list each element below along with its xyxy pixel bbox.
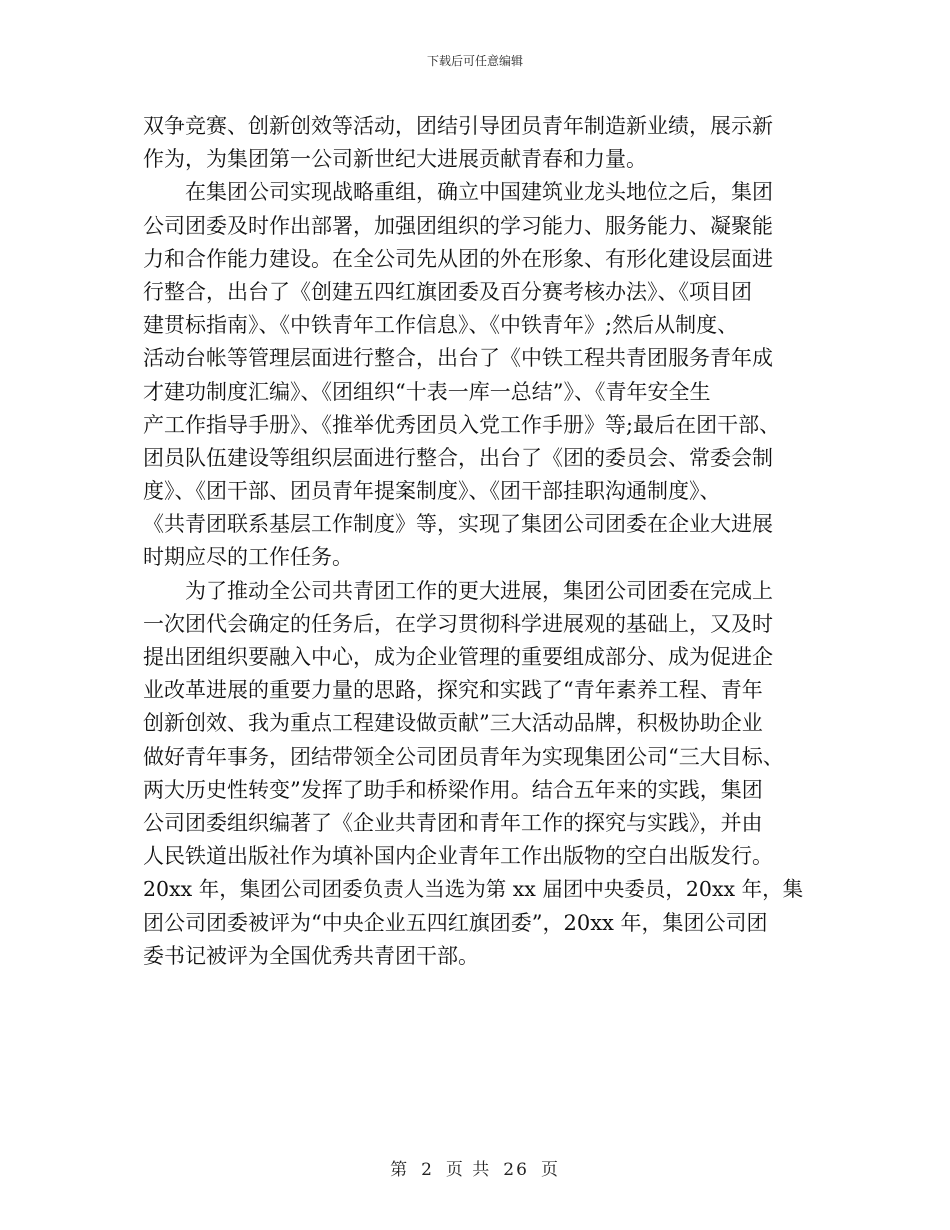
text-line: 度》、《团干部、团员青年提案制度》、《团干部挂职沟通制度》、: [143, 479, 721, 504]
text-line: 团员队伍建设等组织层面进行整合，出台了《团的委员会、常委会制: [143, 445, 773, 470]
text-line: 作为，为集团第一公司新世纪大进展贡献青春和力量。: [143, 147, 647, 172]
text-line: 做好青年事务，团结带领全公司团员青年为实现集团公司“三大目标、: [143, 744, 784, 769]
text-line: 行整合，出台了《创建五四红旗团委及百分赛考核办法》、《项目团: [143, 279, 752, 304]
text-line: 业改革进展的重要力量的思路，探究和实践了“青年素养工程、青年: [143, 678, 763, 703]
text-line: 两大历史性转变”发挥了助手和桥梁作用。结合五年来的实践，集团: [143, 777, 763, 802]
text-line: 为了推动全公司共青团工作的更大进展，集团公司团委在完成上: [185, 578, 773, 603]
text-line: 活动台帐等管理层面进行整合，出台了《中铁工程共青团服务青年成: [143, 346, 773, 371]
page-header: 下载后可任意编辑: [426, 54, 523, 68]
text-line: 团公司团委被评为“中央企业五四红旗团委”，20xx 年，集团公司团: [143, 910, 768, 935]
text-line: 在集团公司实现战略重组，确立中国建筑业龙头地位之后，集团: [185, 180, 773, 205]
page-footer: [0, 1155, 950, 1180]
text-line: 《共青团联系基层工作制度》等，实现了集团公司团委在企业大进展: [143, 512, 773, 537]
text-line: 20xx 年，集团公司团委负责人当选为第 xx 届团中央委员，20xx 年，集: [143, 877, 804, 902]
text-line: 时期应尽的工作任务。: [143, 545, 353, 570]
text-line: 提出团组织要融入中心，成为企业管理的重要组成部分、成为促进企: [143, 645, 773, 669]
text-line: 双争竞赛、创新创效等活动，团结引导团员青年制造新业绩，展示新: [143, 114, 773, 138]
text-line: 创新创效、我为重点工程建设做贡献”三大活动品牌，积极协助企业: [143, 711, 763, 736]
text-line: 才建功制度汇编》、《团组织“十表一库一总结”》、《青年安全生: [143, 379, 711, 404]
document-body: [143, 110, 815, 973]
text-line: 产工作指导手册》、《推举优秀团员入党工作手册》等;最后在团干部、: [143, 412, 781, 437]
text-line: 公司团委及时作出部署，加强团组织的学习能力、服务能力、凝聚能: [143, 213, 773, 238]
footer-page-number: 2: [421, 1160, 434, 1180]
text-line: 一次团代会确定的任务后，在学习贯彻科学进展观的基础上，又及时: [143, 611, 773, 636]
text-line: 力和合作能力建设。在全公司先从团的外在形象、有形化建设层面进: [143, 246, 773, 271]
footer-total-pages: 26: [503, 1160, 529, 1180]
text-line: 建贯标指南》、《中铁青年工作信息》、《中铁青年》;然后从制度、: [143, 313, 739, 338]
text-line: 公司团委组织编著了《企业共青团和青年工作的探究与实践》，并由: [143, 810, 763, 835]
text-line: 委书记被评为全国优秀共青团干部。: [143, 943, 479, 968]
text-line: 人民铁道出版社作为填补国内企业青年工作出版物的空白出版发行。: [143, 844, 773, 869]
footer-middle: 页 共: [445, 1160, 492, 1180]
footer-suffix: 页: [540, 1160, 560, 1180]
footer-prefix: 第: [390, 1160, 410, 1180]
